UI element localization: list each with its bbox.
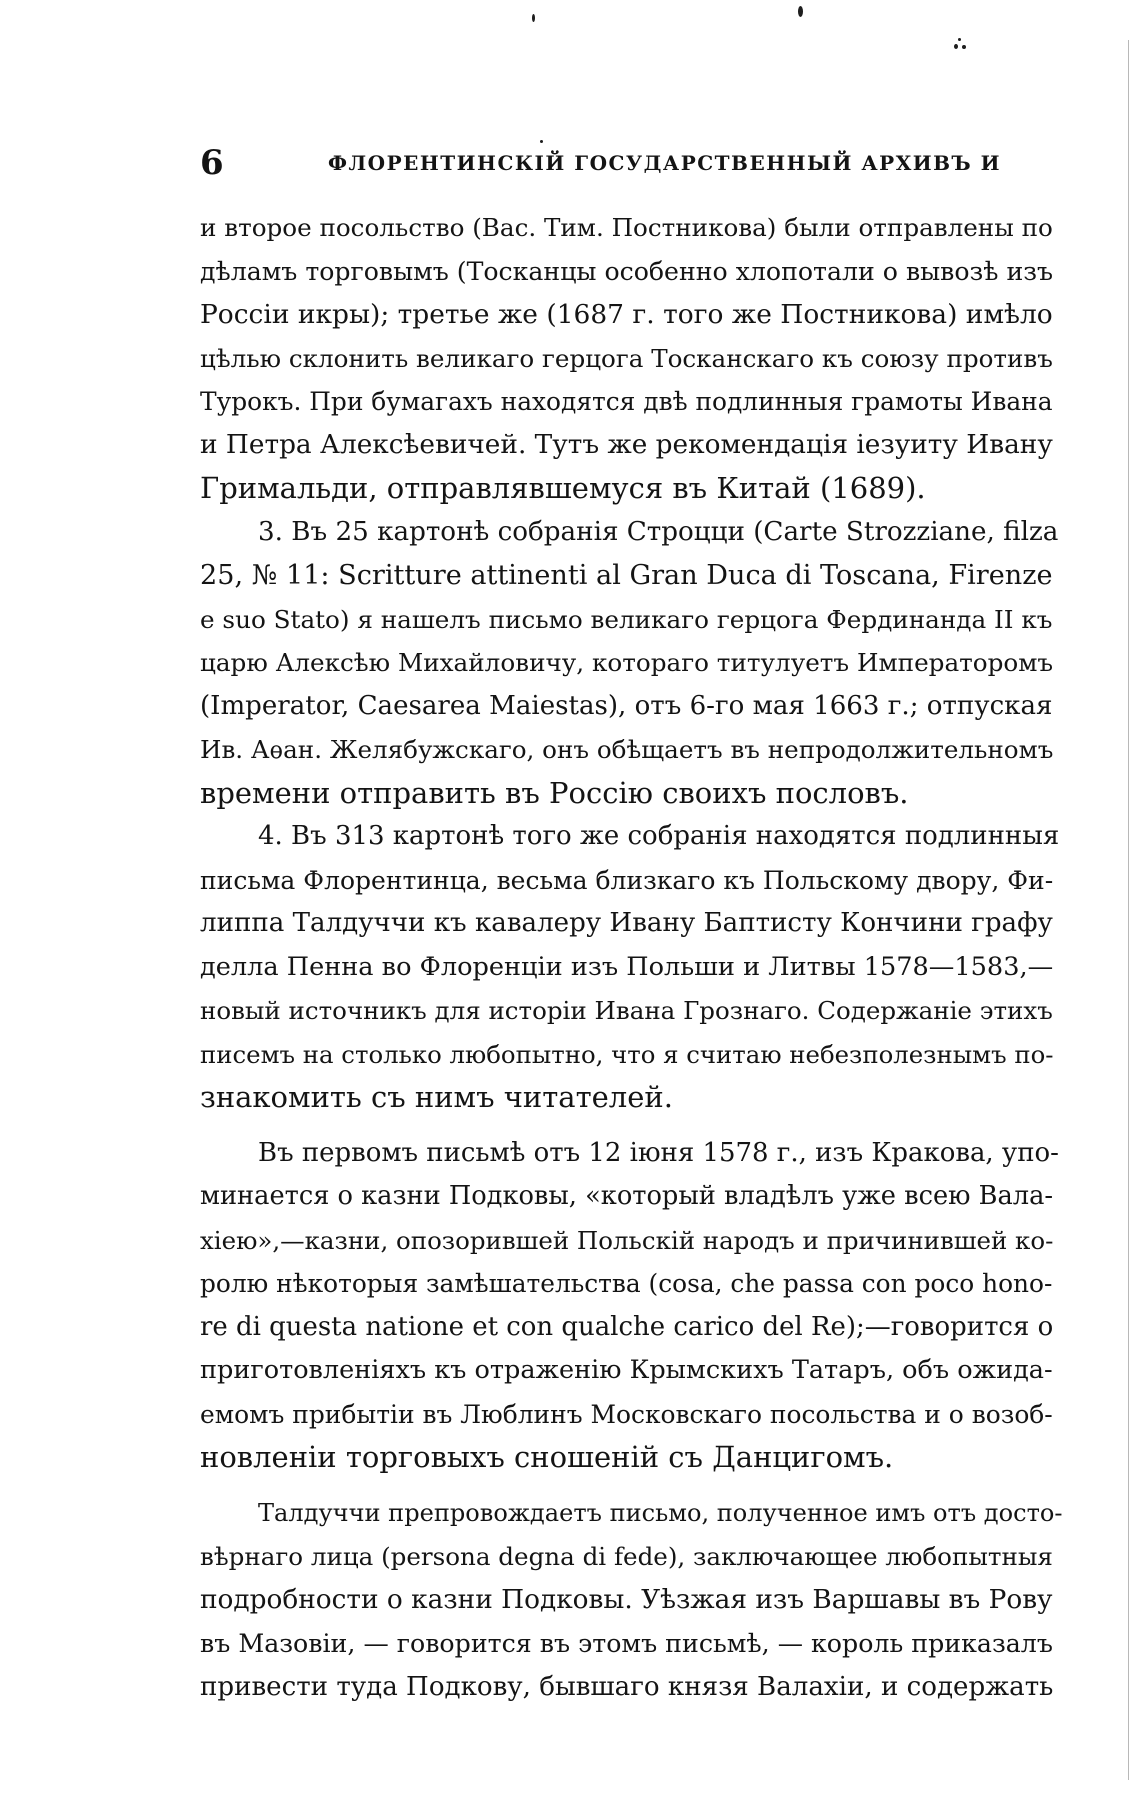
text-line: письма Флорентинца, весьма близкаго къ Польскому двору, Фи-: [200, 865, 1054, 895]
text-line: новый источникъ для исторіи Ивана Грознаго. Содержаніе этихъ: [200, 996, 1053, 1025]
text-line: липпа Талдуччи къ кавалеру Ивану Баптисту Кончини графу: [200, 908, 1053, 938]
text-line: приготовленіяхъ къ отраженію Крымскихъ Татаръ, объ ожида-: [200, 1355, 1053, 1385]
text-line: Ив. Аѳан. Желябужскаго, онъ обѣщаетъ въ непродолжительномъ: [200, 735, 1054, 764]
text-line: минается о казни Подковы, «который владѣлъ уже всею Вала-: [200, 1181, 1054, 1211]
text-line: и Петра Алексѣевичей. Тутъ же рекомендація іезуиту Ивану: [200, 429, 1053, 460]
text-line: ролю нѣкоторыя замѣшательства (cosa, che passa con poco hono-: [200, 1269, 1053, 1298]
text-line: новленіи торговыхъ сношеній съ Данцигомъ.: [200, 1440, 894, 1474]
text-line: вѣрнаго лица (persona degna di fede), заключающее любопытныя: [200, 1542, 1053, 1571]
text-line: и второе посольство (Вас. Тим. Постникова) были отправлены по: [200, 213, 1053, 242]
text-line: Гримальди, отправлявшемуся въ Китай (1689).: [200, 471, 926, 505]
paragraph-start-line: 4. Въ 313 картонѣ того же собранія находятся подлинныя: [258, 821, 1060, 851]
page-number: 6: [200, 143, 224, 183]
paragraph-start-line: Въ первомъ письмѣ отъ 12 іюня 1578 г., изъ Кракова, упо-: [258, 1137, 1059, 1168]
text-line: царю Алексѣю Михайловичу, котораго титулуетъ Императоромъ: [200, 648, 1054, 677]
text-line: привести туда Подкову, бывшаго князя Валахіи, и содержать: [200, 1671, 1054, 1702]
text-line: 25, № 11: Scritture attinenti al Gran Duca di Toscana, Firenze: [200, 560, 1053, 591]
text-line: дѣламъ торговымъ (Тосканцы особенно хлопотали о вывозѣ изъ: [200, 256, 1054, 286]
ink-speck: [798, 6, 803, 17]
text-line: делла Пенна во Флоренціи изъ Польши и Литвы 1578—1583,—: [200, 951, 1054, 982]
text-line: емомъ прибытіи въ Люблинъ Московскаго посольства и о возоб-: [200, 1399, 1053, 1429]
text-line: времени отправить въ Россію своихъ пословъ.: [200, 775, 909, 810]
text-line: e suo Stato) я нашелъ письмо великаго герцога Фердинанда II къ: [200, 604, 1053, 634]
body-text: [200, 206, 1062, 1709]
page-edge-line: [1128, 40, 1129, 1780]
text-line: знакомить съ нимъ читателей.: [200, 1080, 673, 1114]
ink-speck: [962, 45, 966, 49]
text-line: цѣлью склонить великаго герцога Тосканскаго къ союзу противъ: [200, 343, 1053, 373]
paragraph-start-line: 3. Въ 25 картонѣ собранія Строцци (Carte Strozziane, filza: [258, 516, 1059, 547]
text-line: писемъ на столько любопытно, что я считаю небезполезнымъ по-: [200, 1039, 1054, 1069]
running-title: ФЛОРЕНТИНСКІЙ ГОСУДАРСТВЕННЫЙ АРХИВЪ И: [328, 151, 1002, 175]
page-header: [200, 138, 1060, 188]
text-line: хіею»,—казни, опозорившей Польскій народъ и причинившей ко-: [200, 1225, 1054, 1255]
text-line: re di questa natione et con qualche carico del Re);—говорится о: [200, 1311, 1054, 1342]
ink-speck: [958, 38, 961, 41]
paragraph-start-line: Талдуччи препровождаетъ письмо, полученное имъ отъ досто-: [258, 1498, 1063, 1527]
text-line: въ Мазовіи, — говорится въ этомъ письмѣ, — король приказалъ: [200, 1629, 1053, 1658]
text-line: Турокъ. При бумагахъ находятся двѣ подлинныя грамоты Ивана: [200, 387, 1053, 416]
text-line: подробности о казни Подковы. Уѣзжая изъ Варшавы въ Рову: [200, 1584, 1053, 1615]
ink-speck: [954, 44, 958, 49]
text-line: (Imperator, Caesarea Maiestas), отъ 6-го мая 1663 г.; отпуская: [200, 690, 1053, 721]
ink-speck: [532, 14, 535, 22]
text-line: Россіи икры); третье же (1687 г. того же Постникова) имѣло: [200, 299, 1053, 330]
